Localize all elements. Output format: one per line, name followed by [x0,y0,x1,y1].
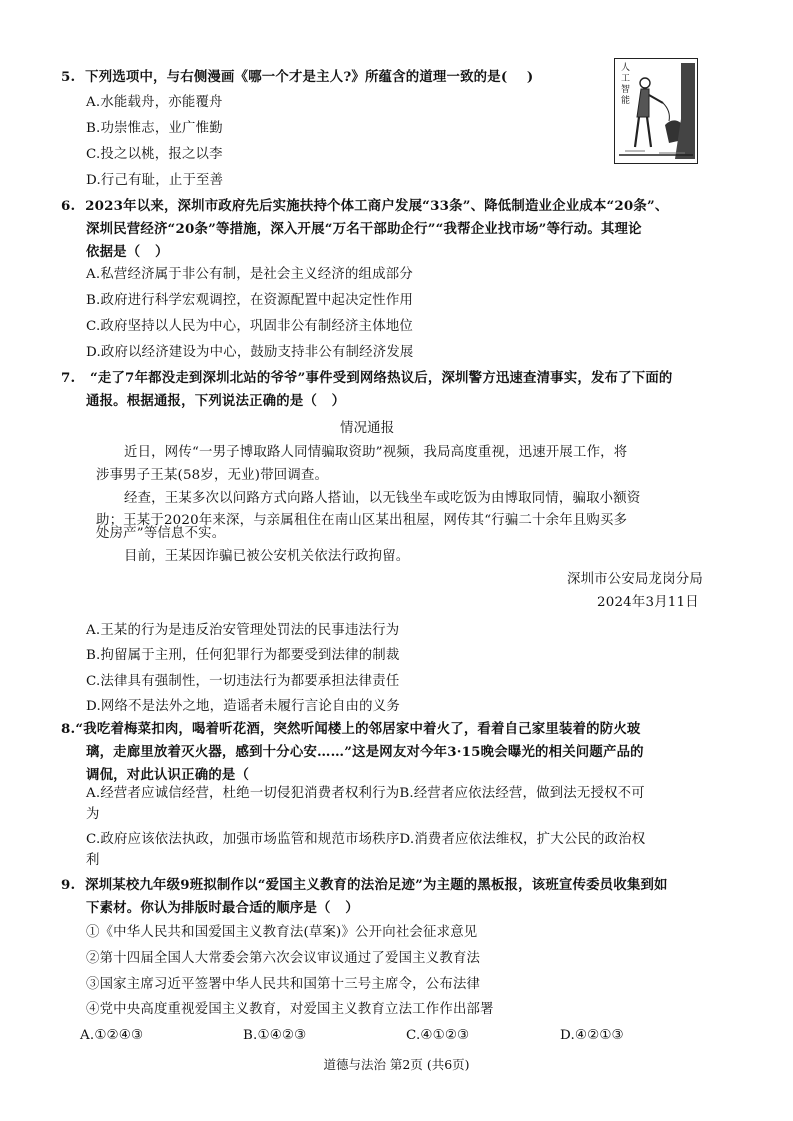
q8-options-line-2: 为 [86,807,100,822]
q7-option-a: A.王某的行为是违反治安管理处罚法的民事违法行为 [86,623,400,638]
q6-option-b: B.政府进行科学宏观调控，在资源配置中起决定性作用 [86,293,414,308]
notice-line-4: 助；王某于2020年来深，与亲属租住在南山区某出租屋，网传其“行骗二十余年且购买多 [96,513,628,528]
notice-line-3: 经查，王某多次以问路方式向路人搭讪，以无钱坐车或吃饭为由博取同情，骗取小额资 [124,491,641,506]
q5-option-a: A.水能载舟，亦能覆舟 [86,95,223,110]
q6-stem-line-1: 6. 2023年以来，深圳市政府先后实施扶持个体工商户发展“33条”、降低制造业企业成本“20条”、 [61,198,669,214]
q5-option-c: C.投之以桃，报之以李 [86,147,223,162]
q9-choice-d: D.④②①③ [560,1028,624,1043]
q9-material-2: ②第十四届全国人大常委会第六次会议审议通过了爱国主义教育法 [86,951,481,966]
q6-stem-line-3: 依据是（ ） [86,244,169,260]
q9-choice-c: C.④①②③ [406,1028,470,1043]
q5-option-b: B.功崇惟志，业广惟勤 [86,121,223,136]
q6-option-c: C.政府坚持以人民为中心，巩固非公有制经济主体地位 [86,319,414,334]
q7-stem-line-1: 7. “走了7年都没走到深圳北站的爷爷”事件受到网络热议后，深圳警方迅速查清事实，发布了下面的 [61,370,673,386]
comic-drawing [615,59,697,163]
q8-options-line-1: A.经营者应诚信经营，杜绝一切侵犯消费者权利行为B.经营者应依法经营，做到法无授权不可 [86,786,645,801]
notice-line-6: 目前，王某因诈骗已被公安机关依法行政拘留。 [124,549,410,564]
q7-option-d: D.网络不是法外之地，造谣者未履行言论自由的义务 [86,699,400,714]
q8-options-line-3: C.政府应该依法执政，加强市场监管和规范市场秩序D.消费者应依法维权，扩大公民的政治权 [86,832,646,847]
q9-material-3: ③国家主席习近平签署中华人民共和国第十三号主席令，公布法律 [86,977,481,992]
q7-stem-line-2: 通报。根据通报，下列说法正确的是（ ） [86,393,346,409]
q9-stem-line-1: 9. 深圳某校九年级9班拟制作以“爱国主义教育的法治足迹”为主题的黑板报，该班宣传委员收集到如 [61,877,668,893]
q7-option-c: C.法律具有强制性，一切违法行为都要承担法律责任 [86,674,400,689]
q8-stem-line-1: 8.“我吃着梅菜扣肉，喝着听花酒，突然听闻楼上的邻居家中着火了，看着自己家里装着的防火玻 [61,721,641,737]
notice-line-5: 处房产”等信息不实。 [96,526,226,541]
notice-title: 情况通报 [340,421,395,436]
q9-material-4: ④党中央高度重视爱国主义教育，对爱国主义教育立法工作作出部署 [86,1002,494,1017]
q6-option-a: A.私营经济属于非公有制，是社会主义经济的组成部分 [86,267,413,282]
notice-line-2: 涉事男子王某(58岁，无业)带回调查。 [96,468,329,483]
q8-stem-line-2: 璃，走廊里放着灭火器，感到十分心安……”这是网友对今年3·15晚会曝光的相关问题产品的 [86,744,644,760]
page-footer: 道德与法治 第2页 (共6页) [323,1057,470,1072]
q6-stem-line-2: 深圳民营经济“20条”等措施，深入开展“万名干部助企行”“我帮企业找市场”等行动。其理论 [86,221,642,237]
comic-illustration [614,58,698,164]
q5-option-d: D.行己有耻，止于至善 [86,173,224,188]
q8-options-line-4: 利 [86,853,100,868]
notice-issuer: 深圳市公安局龙岗分局 [567,572,703,587]
q9-choice-b: B.①④②③ [243,1028,307,1043]
q9-stem-line-2: 下素材。你认为排版时最合适的顺序是（ ） [86,900,359,916]
q9-choice-a: A.①②④③ [80,1028,144,1043]
notice-line-1: 近日，网传“一男子博取路人同情骗取资助”视频，我局高度重视，迅速开展工作，将 [124,445,628,460]
q9-material-1: ①《中华人民共和国爱国主义教育法(草案)》公开向社会征求意见 [86,925,478,940]
comic-caption: 人工智能 [621,63,631,106]
q7-option-b: B.拘留属于主刑，任何犯罪行为都要受到法律的制裁 [86,648,400,663]
q5-stem: 5. 下列选项中，与右侧漫画《哪一个才是主人?》所蕴含的道理一致的是( ) [61,69,534,85]
q6-option-d: D.政府以经济建设为中心，鼓励支持非公有制经济发展 [86,345,414,360]
notice-date: 2024年3月11日 [597,595,699,610]
q8-stem-line-3: 调侃，对此认识正确的是（ [86,767,250,783]
